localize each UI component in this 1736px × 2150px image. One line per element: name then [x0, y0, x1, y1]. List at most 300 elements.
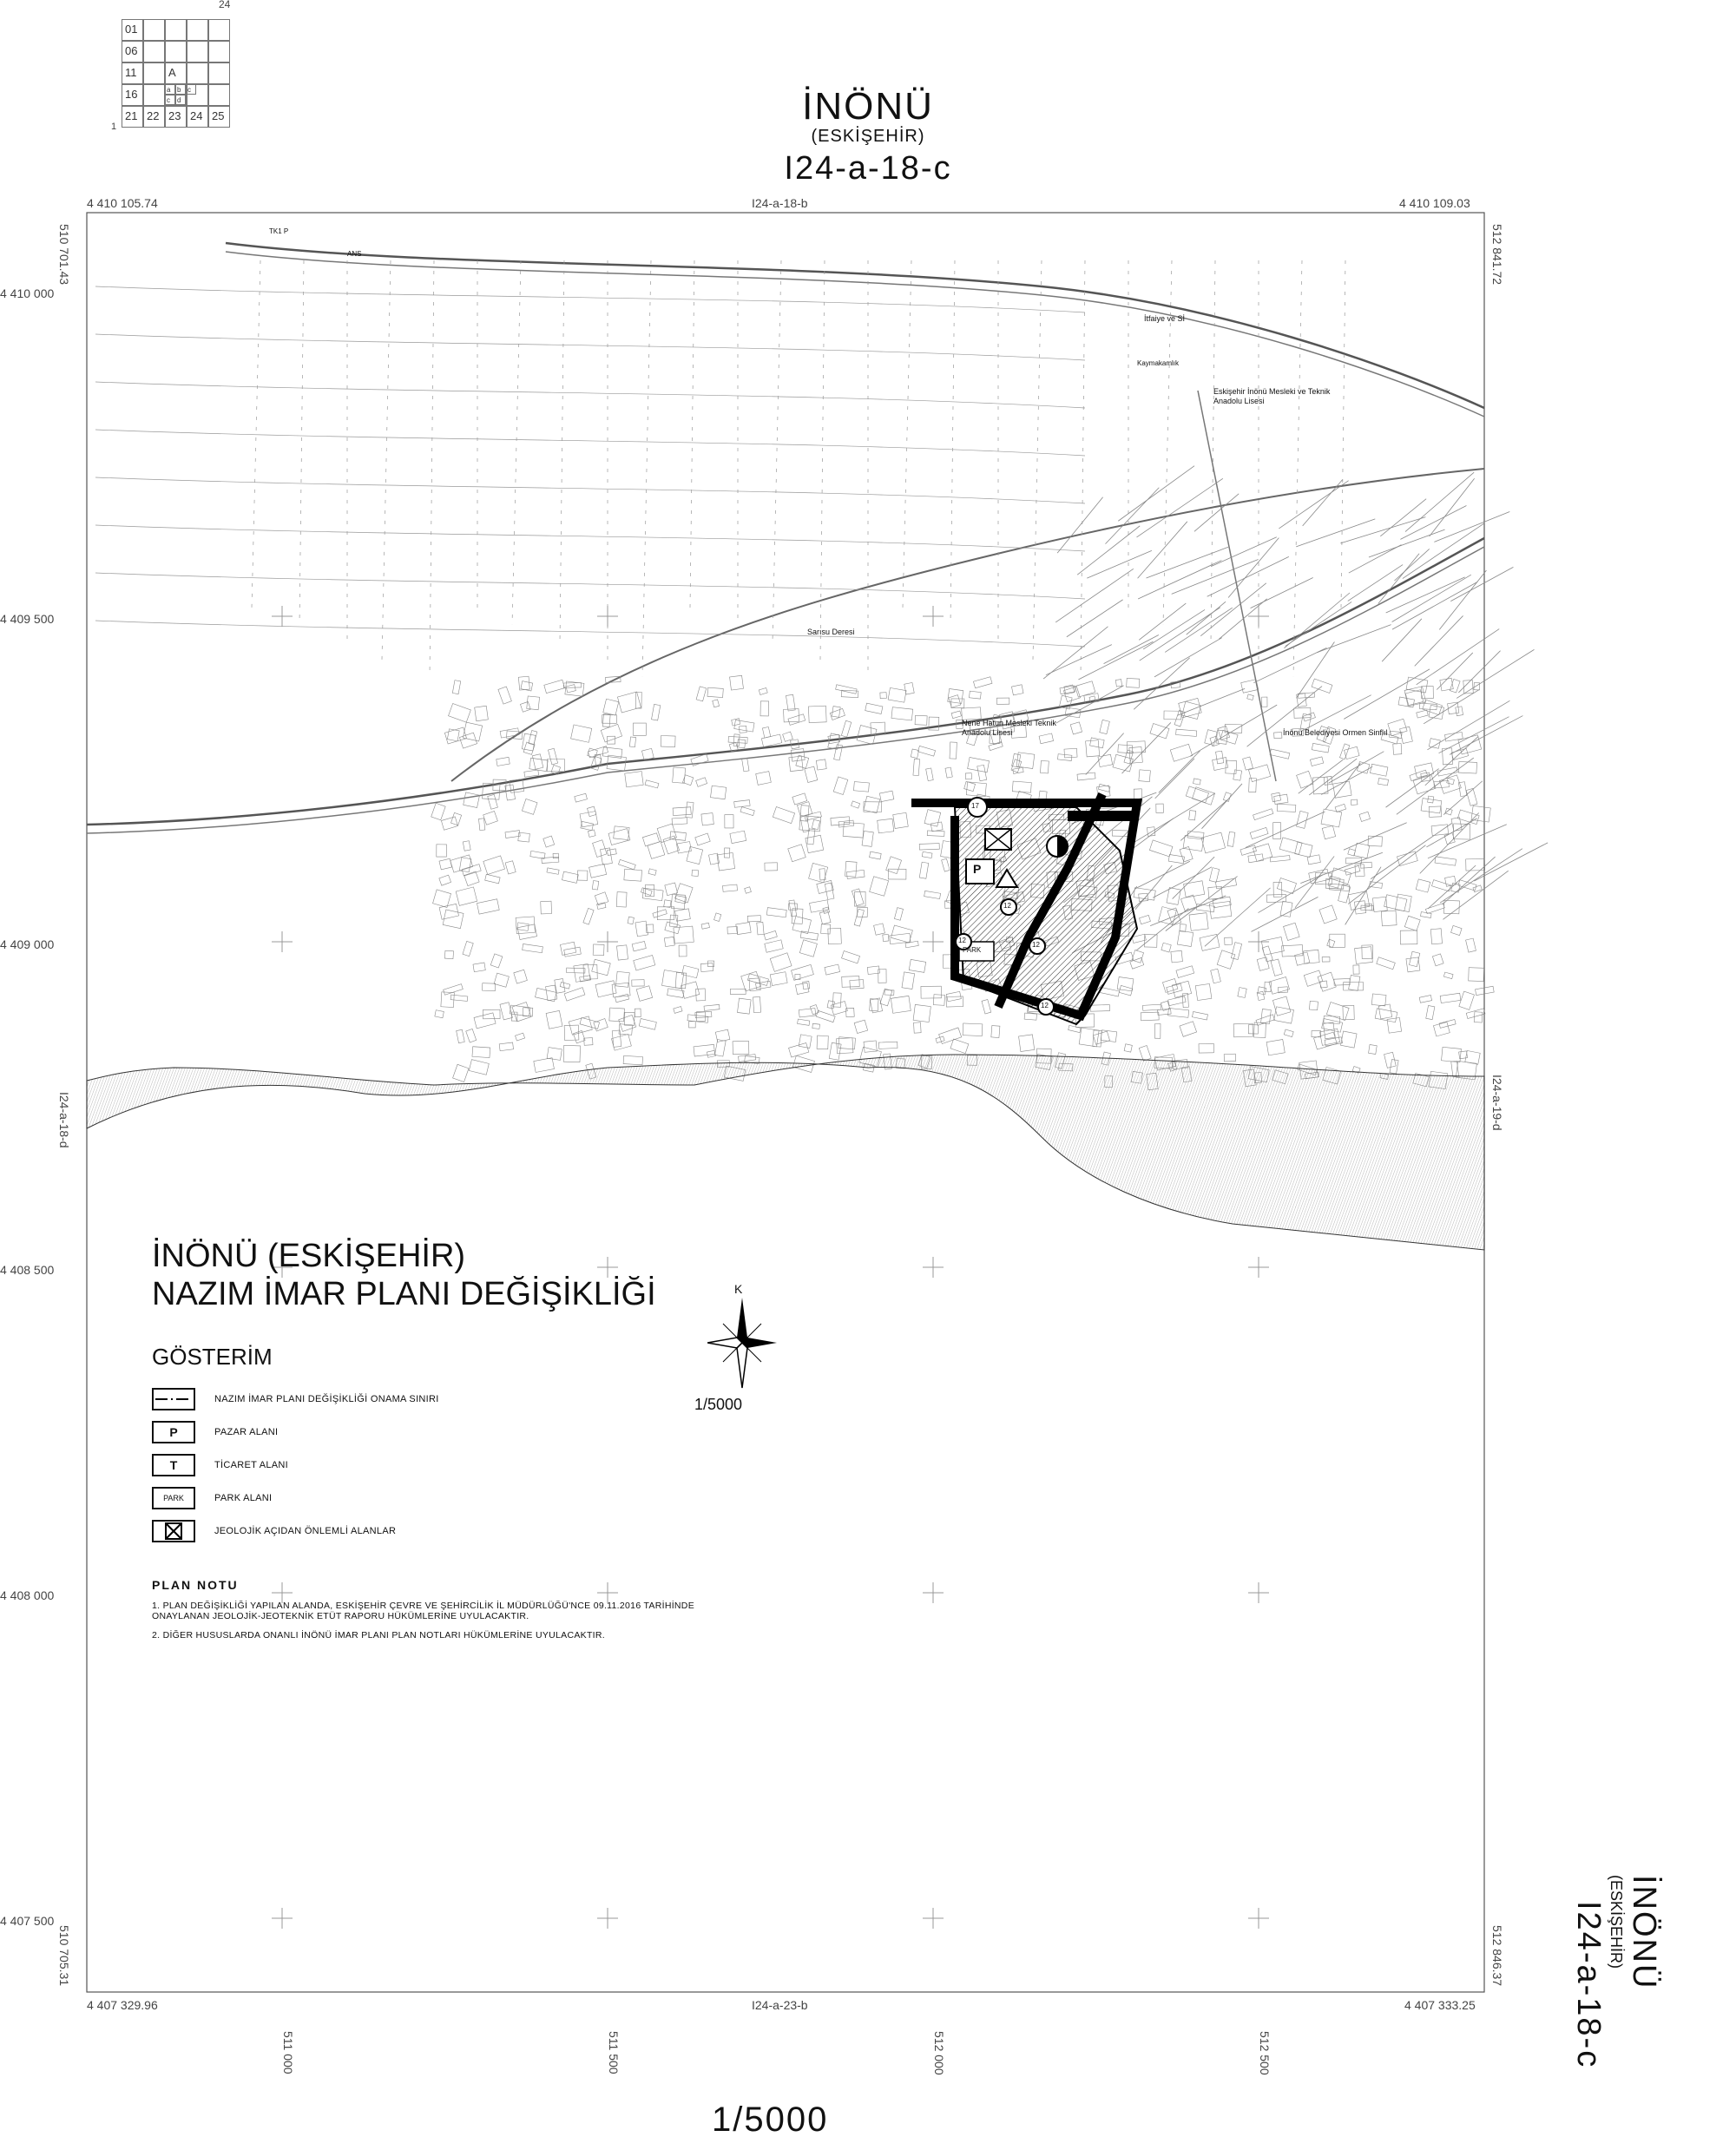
building-outline: [1419, 996, 1431, 1003]
building-outline: [1149, 840, 1173, 857]
building-outline: [1378, 1004, 1391, 1019]
map-line: [1325, 763, 1360, 809]
building-outline: [852, 801, 860, 808]
building-outline: [963, 1023, 983, 1036]
map-line: [95, 525, 1085, 551]
building-outline: [1227, 832, 1235, 846]
building-outline: [696, 778, 707, 787]
building-outline: [838, 820, 854, 827]
legend-label: NAZIM İMAR PLANI DEĞİŞİKLİĞİ ONAMA SINIRI: [214, 1394, 439, 1404]
northing-label: 4 408 000: [0, 1588, 55, 1602]
building-outline: [1167, 983, 1182, 994]
building-outline: [695, 1011, 712, 1018]
building-outline: [757, 922, 764, 934]
plan-title-line1: İNÖNÜ (ESKİŞEHİR): [152, 1238, 466, 1274]
building-outline: [575, 793, 588, 802]
block-number: 12: [1003, 902, 1011, 910]
building-outline: [740, 807, 754, 816]
northing-label: 4 407 500: [0, 1914, 55, 1928]
building-outline: [1282, 945, 1303, 957]
building-outline: [603, 699, 619, 715]
building-outline: [1115, 680, 1121, 687]
building-outline: [530, 851, 545, 858]
building-outline: [879, 791, 893, 801]
coord-right-top-vertical: 512 841.72: [1490, 224, 1504, 286]
building-outline: [500, 1003, 512, 1020]
building-outline: [825, 883, 834, 899]
building-outline: [1161, 943, 1171, 952]
building-outline: [914, 1022, 922, 1033]
building-outline: [1269, 977, 1290, 995]
building-outline: [1431, 880, 1450, 891]
building-outline: [942, 858, 950, 871]
building-outline: [909, 959, 925, 972]
map-line: [1190, 705, 1277, 756]
building-outline: [1156, 804, 1164, 812]
building-outline: [664, 937, 674, 946]
building-outline: [478, 819, 484, 831]
index-grid-cell: 16: [122, 84, 143, 106]
index-grid-cell: 11: [122, 62, 143, 84]
map-line: [95, 286, 1085, 312]
map-line: [95, 477, 1085, 503]
building-outline: [1429, 806, 1441, 818]
map-line: [1159, 751, 1200, 792]
building-outline: [1445, 732, 1463, 741]
map-line: [87, 538, 1484, 825]
building-outline: [1132, 934, 1146, 943]
building-outline: [736, 923, 751, 935]
legend-label: TİCARET ALANI: [214, 1460, 288, 1470]
building-outline: [946, 996, 963, 1007]
map-line: [1450, 716, 1522, 755]
building-outline: [1127, 741, 1145, 753]
building-outline: [687, 846, 703, 864]
building-outline: [747, 916, 760, 922]
building-outline: [592, 959, 611, 976]
building-outline: [452, 681, 460, 694]
building-outline: [1195, 983, 1212, 1000]
map-line: [1450, 567, 1513, 601]
building-outline: [836, 685, 858, 694]
building-outline: [1378, 779, 1389, 786]
map-line: [1201, 784, 1241, 829]
coord-top-right: 4 410 109.03: [1399, 196, 1470, 210]
building-outline: [593, 944, 604, 956]
building-outline: [1248, 765, 1270, 782]
building-outline: [1312, 777, 1328, 794]
building-outline: [700, 963, 713, 972]
map-label: ANS: [347, 250, 362, 258]
building-outline: [1180, 1022, 1197, 1037]
building-outline: [1266, 1040, 1285, 1055]
building-outline: [670, 832, 687, 841]
building-outline: [878, 819, 894, 833]
building-outline: [842, 976, 860, 988]
building-outline: [611, 1034, 631, 1050]
building-outline: [930, 822, 943, 832]
building-outline: [441, 817, 457, 830]
building-outline: [852, 889, 864, 906]
building-outline: [755, 981, 771, 990]
map-base-linework: [87, 243, 1548, 1090]
index-grid-cell: 01: [122, 19, 143, 41]
building-outline: [1270, 749, 1290, 759]
building-outline: [810, 1005, 819, 1015]
easting-label: 511 500: [607, 2031, 621, 2074]
building-outline: [1199, 1043, 1213, 1053]
building-outline: [1442, 1047, 1462, 1062]
building-outline: [1170, 744, 1192, 761]
building-outline: [1384, 1052, 1397, 1068]
building-outline: [918, 746, 936, 756]
building-outline: [1284, 923, 1300, 940]
map-line: [1395, 549, 1430, 581]
building-outline: [874, 924, 885, 935]
building-outline: [490, 954, 503, 968]
building-outline: [812, 1023, 820, 1029]
building-outline: [1355, 947, 1373, 964]
building-outline: [704, 1004, 720, 1010]
building-outline: [616, 945, 628, 960]
building-outline: [447, 729, 459, 741]
map-line: [1134, 861, 1190, 889]
building-outline: [707, 1050, 715, 1057]
building-outline: [529, 758, 548, 771]
building-outline: [816, 759, 826, 770]
building-outline: [1451, 748, 1468, 759]
building-outline: [1322, 1018, 1343, 1032]
building-outline: [936, 1036, 944, 1042]
block-number: 12: [1041, 1002, 1049, 1009]
building-outline: [1351, 799, 1358, 805]
legend-symbol-text: T: [169, 1458, 178, 1472]
building-outline: [933, 995, 944, 1006]
building-outline: [662, 970, 684, 989]
building-outline: [789, 900, 797, 917]
building-outline: [1243, 757, 1253, 770]
building-outline: [1440, 993, 1461, 1003]
legend-item: [152, 1420, 278, 1444]
building-outline: [512, 1003, 531, 1022]
building-outline: [483, 811, 498, 825]
building-outline: [950, 1039, 969, 1054]
building-outline: [569, 1016, 592, 1035]
building-outline: [817, 1036, 828, 1049]
building-outline: [1344, 982, 1364, 990]
building-outline: [789, 756, 803, 771]
building-outline: [1327, 939, 1335, 947]
building-outline: [833, 777, 848, 795]
map-line: [1321, 766, 1372, 794]
map-line: [1284, 593, 1350, 648]
building-outline: [1144, 935, 1157, 948]
building-outline: [449, 703, 471, 722]
building-outline: [517, 924, 536, 940]
map-line: [95, 621, 1085, 647]
building-outline: [808, 706, 826, 722]
building-outline: [1233, 770, 1242, 780]
building-outline: [563, 1045, 580, 1062]
building-outline: [862, 831, 873, 846]
building-outline: [996, 698, 1009, 704]
building-outline: [1300, 713, 1311, 729]
building-outline: [991, 1025, 1000, 1037]
building-outline: [615, 994, 629, 1002]
building-outline: [753, 996, 761, 1012]
building-outline: [676, 842, 691, 853]
building-outline: [888, 687, 906, 702]
building-outline: [1162, 979, 1177, 993]
building-outline: [913, 759, 920, 775]
building-outline: [1284, 1029, 1293, 1037]
map-line: [1443, 781, 1483, 815]
coord-left-top-vertical: 510 701.43: [57, 224, 71, 286]
building-outline: [464, 792, 480, 808]
map-line: [1295, 856, 1334, 907]
building-outline: [842, 951, 860, 963]
building-outline: [1457, 810, 1479, 825]
building-outline: [520, 701, 530, 712]
building-outline: [573, 1030, 585, 1043]
building-outline: [1433, 1022, 1450, 1036]
map-line: [299, 260, 304, 625]
sheet-subtitle: (ESKİŞEHİR): [811, 127, 925, 146]
plan-title: [152, 1237, 656, 1313]
building-outline: [893, 812, 909, 828]
building-outline: [564, 988, 585, 1001]
building-outline: [477, 899, 499, 914]
building-outline: [577, 871, 588, 880]
building-outline: [791, 749, 805, 762]
building-outline: [682, 965, 699, 977]
map-label-pazar: P: [973, 862, 982, 876]
building-outline: [1159, 907, 1177, 925]
building-outline: [547, 1048, 562, 1061]
building-outline: [1139, 915, 1150, 924]
side-title-block: [1569, 1875, 1662, 2068]
building-outline: [1231, 943, 1241, 960]
plan-title-line2: NAZIM İMAR PLANI DEĞİŞİKLİĞİ: [152, 1276, 656, 1312]
sheet-scale: 1/5000: [712, 2101, 829, 2139]
building-outline: [648, 841, 665, 858]
map-label: İnönü Belediyesi Ormen Sinflıl: [1283, 728, 1388, 737]
building-outline: [1154, 1024, 1161, 1039]
building-outline: [870, 877, 889, 896]
map-line: [1134, 658, 1189, 709]
building-outline: [1312, 743, 1329, 753]
building-outline: [1069, 1025, 1082, 1032]
building-outline: [727, 927, 738, 934]
building-outline: [473, 963, 485, 972]
building-outline: [982, 1000, 991, 1014]
map-line: [1349, 545, 1402, 573]
park-symbol: [152, 1487, 195, 1509]
easting-label: 512 500: [1258, 2031, 1272, 2075]
map-line: [1105, 488, 1159, 544]
building-outline: [1445, 808, 1452, 815]
building-outline: [697, 1012, 706, 1022]
building-outline: [788, 714, 806, 726]
map-line: [1138, 522, 1187, 578]
map-label-park: PARK: [963, 946, 982, 954]
map-line: [1246, 812, 1325, 848]
building-outline: [609, 1008, 625, 1022]
building-outline: [792, 964, 814, 980]
building-outline: [1143, 1004, 1161, 1010]
building-outline: [821, 924, 831, 934]
map-line: [1344, 669, 1430, 719]
building-outline: [1248, 1025, 1258, 1035]
building-outline: [747, 974, 768, 986]
building-outline: [496, 757, 510, 766]
building-outline: [1456, 707, 1463, 716]
building-outline: [633, 723, 646, 735]
building-outline: [444, 950, 453, 959]
map-line: [1430, 478, 1475, 536]
building-outline: [1124, 750, 1134, 764]
building-outline: [648, 869, 656, 876]
index-grid-cell: A: [165, 62, 187, 84]
building-outline: [1400, 930, 1417, 944]
building-outline: [522, 799, 537, 814]
map-line: [1420, 812, 1479, 873]
building-outline: [1335, 804, 1346, 812]
building-outline: [1439, 775, 1461, 794]
building-outline: [894, 908, 903, 921]
scale-label: 1/5000: [694, 1396, 743, 1413]
map-line: [1067, 600, 1123, 637]
map-label: Sarısu Deresi: [807, 628, 855, 636]
building-outline: [592, 881, 598, 891]
map-line: [1369, 529, 1445, 557]
building-outline: [1361, 862, 1372, 868]
legend-label: PARK ALANI: [214, 1493, 273, 1503]
building-outline: [435, 1010, 444, 1018]
map-line: [1087, 550, 1152, 578]
building-outline: [1194, 779, 1201, 785]
building-outline: [653, 910, 667, 917]
index-grid-subcell: c: [186, 84, 196, 95]
map-label: Nene Hatun Mesleki Teknik Anadolu Lisesi: [962, 719, 1056, 737]
building-outline: [483, 983, 496, 991]
building-outline: [1273, 823, 1281, 839]
building-outline: [1249, 779, 1257, 792]
northing-label: 4 409 000: [0, 937, 55, 951]
sheet-title: İNÖNÜ: [802, 85, 934, 128]
building-outline: [732, 719, 740, 726]
building-outline: [880, 693, 887, 699]
building-outline: [546, 985, 557, 1001]
building-outline: [1406, 957, 1420, 972]
building-outline: [1141, 1012, 1159, 1021]
map-line: [1078, 641, 1153, 680]
building-outline: [541, 901, 552, 914]
map-line: [95, 430, 1085, 456]
side-sheet-code: I24-a-18-c: [1570, 1901, 1607, 2069]
building-outline: [642, 888, 663, 900]
building-outline: [922, 851, 932, 858]
building-outline: [783, 732, 793, 741]
building-outline: [1345, 865, 1360, 875]
building-outline: [675, 909, 691, 921]
building-outline: [439, 875, 451, 885]
index-grid-subcell: b: [175, 84, 186, 95]
building-outline: [1211, 969, 1221, 983]
building-outline: [1209, 901, 1231, 918]
building-outline: [1086, 740, 1100, 757]
building-outline: [1024, 1013, 1036, 1020]
building-outline: [1182, 701, 1201, 719]
building-outline: [1117, 977, 1134, 991]
building-outline: [1011, 685, 1023, 695]
building-outline: [819, 911, 831, 924]
building-outline: [608, 829, 630, 845]
plan-note-1-line2: ONAYLANAN JEOLOJİK-JEOTEKNİK ETÜT RAPORU HÜKÜMLERİNE UYULACAKTIR.: [152, 1611, 529, 1621]
building-outline: [798, 1019, 810, 1025]
building-outline: [1372, 897, 1387, 911]
building-outline: [1326, 1003, 1349, 1021]
building-outline: [472, 1047, 490, 1058]
building-outline: [602, 715, 617, 724]
building-outline: [760, 701, 769, 716]
building-outline: [1421, 799, 1442, 813]
building-outline: [450, 995, 468, 1001]
building-outline: [968, 758, 990, 773]
map-line: [1205, 888, 1271, 946]
building-outline: [589, 864, 607, 878]
map-line: [1138, 561, 1221, 599]
map-line: [1198, 391, 1276, 781]
map-label: Kaymakamlık: [1137, 359, 1180, 367]
building-outline: [451, 812, 462, 825]
building-outline: [788, 845, 806, 862]
building-outline: [667, 989, 684, 998]
building-outline: [888, 869, 906, 879]
building-outline: [466, 1029, 477, 1042]
northing-label: 4 408 500: [0, 1263, 55, 1277]
building-outline: [632, 941, 646, 950]
building-outline: [1348, 891, 1370, 911]
map-line: [1425, 736, 1478, 785]
map-label: TK1 P: [269, 227, 289, 235]
legend-item: [152, 1453, 288, 1477]
map-line: [1392, 582, 1477, 629]
building-outline: [431, 803, 446, 820]
building-outline: [625, 772, 643, 787]
map-line: [1417, 629, 1500, 685]
building-outline: [469, 1060, 489, 1075]
building-outline: [1274, 794, 1288, 804]
building-outline: [674, 1006, 682, 1013]
building-outline: [532, 754, 542, 770]
map-line: [1043, 627, 1108, 679]
building-outline: [713, 700, 720, 707]
building-outline: [1469, 968, 1484, 982]
building-outline: [913, 1004, 930, 1022]
building-outline: [828, 733, 840, 750]
building-outline: [1314, 1032, 1338, 1049]
building-outline: [1240, 845, 1257, 855]
building-outline: [1257, 991, 1265, 1000]
geological-symbol: [152, 1520, 195, 1542]
building-outline: [494, 973, 509, 987]
map-line: [1428, 825, 1507, 858]
building-outline: [737, 998, 751, 1014]
building-outline: [1431, 825, 1449, 836]
building-outline: [544, 680, 565, 693]
building-outline: [1297, 771, 1313, 788]
